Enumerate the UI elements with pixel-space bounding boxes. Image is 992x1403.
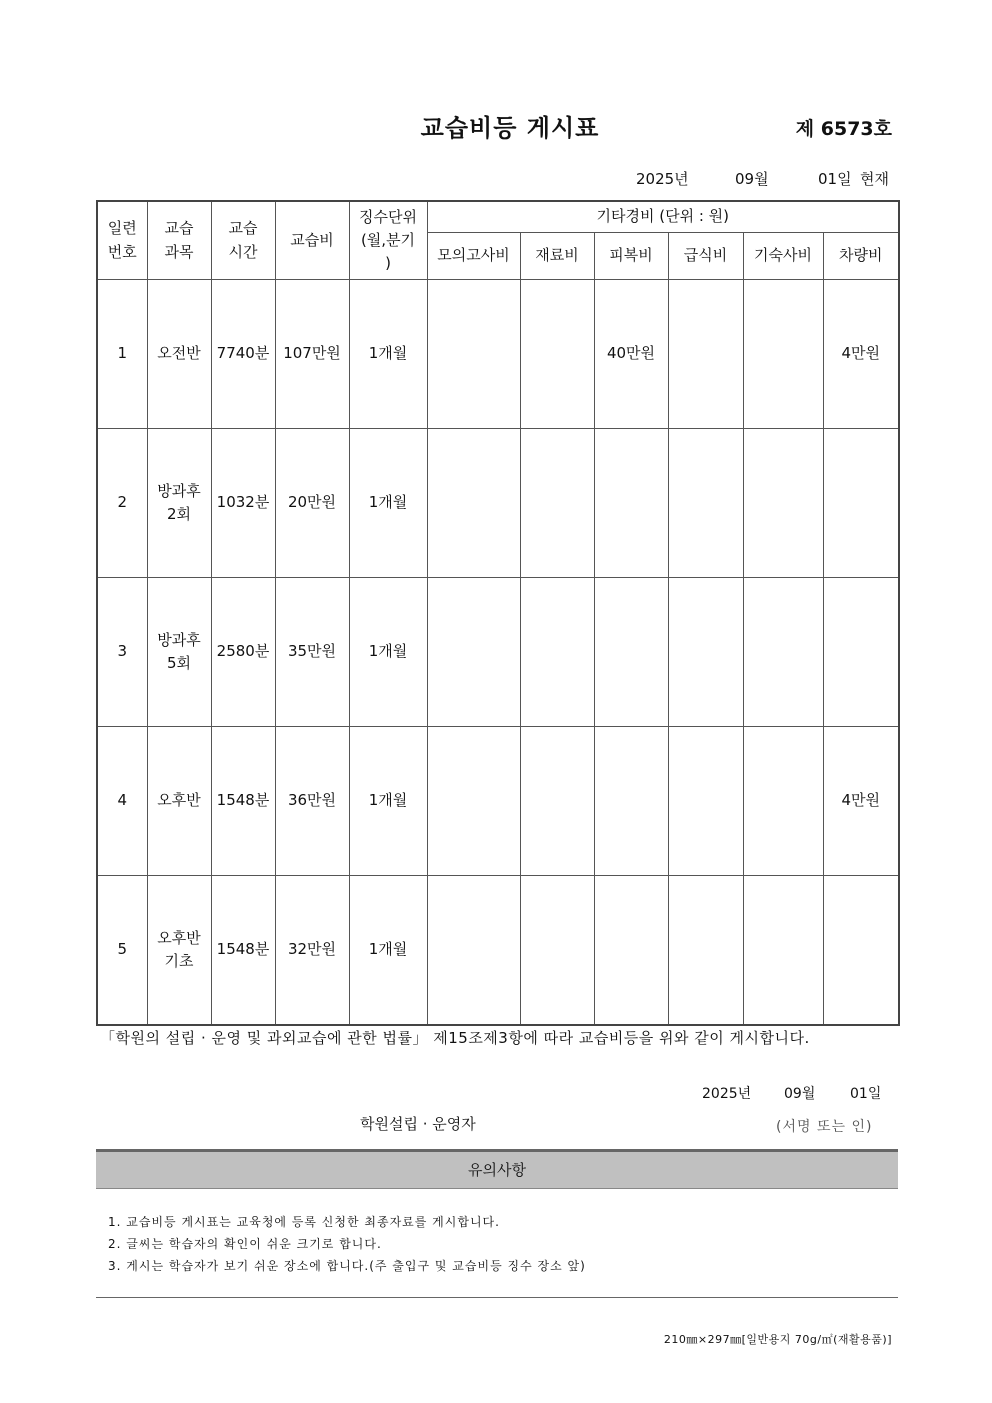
founder-label: 학원설립 · 운영자: [360, 1115, 476, 1133]
note-item: 2. 글씨는 학습자의 확인이 쉬운 크기로 합니다.: [108, 1237, 382, 1251]
cell-course: 방과후 5회: [147, 578, 211, 727]
cell-dorm: [743, 727, 823, 876]
fee-table: [96, 200, 900, 1026]
cell-hours: 7740분: [211, 280, 275, 429]
as-of-suffix: 현재: [860, 170, 889, 188]
cell-mock: [427, 578, 520, 727]
cell-hours: 1548분: [211, 727, 275, 876]
cell-fee: 107만원: [275, 280, 349, 429]
cell-material: [520, 280, 594, 429]
cell-mock: [427, 727, 520, 876]
table-row: [97, 727, 899, 876]
cell-vehicle: 4만원: [823, 280, 899, 429]
cell-dorm: [743, 280, 823, 429]
cell-hours: 2580분: [211, 578, 275, 727]
cell-course: 오후반 기초: [147, 876, 211, 1026]
header-course: 교습 과목: [147, 201, 211, 280]
cell-material: [520, 876, 594, 1026]
cell-meal: [668, 876, 743, 1026]
as-of-month: 09월: [735, 170, 769, 188]
cell-mock: [427, 429, 520, 578]
page-title: 교습비등 게시표: [420, 114, 600, 142]
cell-material: [520, 429, 594, 578]
cell-vehicle: 4만원: [823, 727, 899, 876]
cell-unit: 1개월: [349, 727, 427, 876]
notes-title: 유의사항: [468, 1161, 526, 1179]
document-number: 제 6573호: [795, 118, 892, 140]
cell-unit: 1개월: [349, 578, 427, 727]
cell-vehicle: [823, 578, 899, 727]
cell-no: 1: [97, 280, 147, 429]
paper-spec-footer: 210㎜×297㎜[일반용지 70g/㎡(재활용품)]: [663, 1333, 892, 1346]
signature-label: (서명 또는 인): [776, 1119, 873, 1135]
cell-fee: 35만원: [275, 578, 349, 727]
header-uniform: 피복비: [594, 233, 668, 280]
cell-vehicle: [823, 876, 899, 1026]
cell-uniform: [594, 429, 668, 578]
cell-fee: 32만원: [275, 876, 349, 1026]
cell-no: 2: [97, 429, 147, 578]
cell-mock: [427, 876, 520, 1026]
header-collection-unit: 징수단위 (월,분기 ): [349, 201, 427, 280]
header-serial-no: 일련 번호: [97, 201, 147, 280]
header-mock-exam: 모의고사비: [427, 233, 520, 280]
as-of-year: 2025년: [636, 170, 689, 188]
table-row: [97, 429, 899, 578]
cell-meal: [668, 429, 743, 578]
cell-no: 3: [97, 578, 147, 727]
notes-header: [96, 1149, 898, 1189]
note-item: 1. 교습비등 게시표는 교육청에 등록 신청한 최종자료를 게시합니다.: [108, 1215, 500, 1229]
cell-unit: 1개월: [349, 876, 427, 1026]
header-hours: 교습 시간: [211, 201, 275, 280]
cell-course: 오후반: [147, 727, 211, 876]
cell-meal: [668, 578, 743, 727]
header-dormitory: 기숙사비: [743, 233, 823, 280]
as-of-day: 01일: [818, 170, 852, 188]
header-fee: 교습비: [275, 201, 349, 280]
header-other-expenses: 기타경비 (단위 : 원): [427, 201, 899, 233]
sign-date-year: 2025년: [702, 1086, 752, 1102]
cell-material: [520, 727, 594, 876]
cell-dorm: [743, 429, 823, 578]
table-row: [97, 280, 899, 429]
cell-material: [520, 578, 594, 727]
header-vehicle: 차량비: [823, 233, 899, 280]
cell-uniform: [594, 876, 668, 1026]
cell-uniform: [594, 578, 668, 727]
cell-hours: 1548분: [211, 876, 275, 1026]
cell-mock: [427, 280, 520, 429]
sign-date-month: 09월: [784, 1086, 816, 1102]
cell-unit: 1개월: [349, 429, 427, 578]
cell-vehicle: [823, 429, 899, 578]
cell-hours: 1032분: [211, 429, 275, 578]
cell-uniform: [594, 727, 668, 876]
cell-course: 방과후 2회: [147, 429, 211, 578]
cell-fee: 20만원: [275, 429, 349, 578]
table-row: [97, 876, 899, 1026]
cell-dorm: [743, 876, 823, 1026]
note-item: 3. 게시는 학습자가 보기 쉬운 장소에 합니다.(주 출입구 및 교습비등 징수 장소 앞): [108, 1259, 586, 1273]
cell-no: 5: [97, 876, 147, 1026]
cell-fee: 36만원: [275, 727, 349, 876]
sign-date-day: 01일: [850, 1086, 882, 1102]
header-meal: 급식비: [668, 233, 743, 280]
legal-notice: 「학원의 설립 · 운영 및 과외교습에 관한 법률」 제15조제3항에 따라 교습비등을 위와 같이 게시합니다.: [100, 1029, 810, 1047]
table-row: [97, 578, 899, 727]
cell-dorm: [743, 578, 823, 727]
cell-uniform: 40만원: [594, 280, 668, 429]
header-material: 재료비: [520, 233, 594, 280]
bottom-divider: [96, 1297, 898, 1298]
cell-meal: [668, 280, 743, 429]
cell-unit: 1개월: [349, 280, 427, 429]
cell-course: 오전반: [147, 280, 211, 429]
cell-no: 4: [97, 727, 147, 876]
cell-meal: [668, 727, 743, 876]
